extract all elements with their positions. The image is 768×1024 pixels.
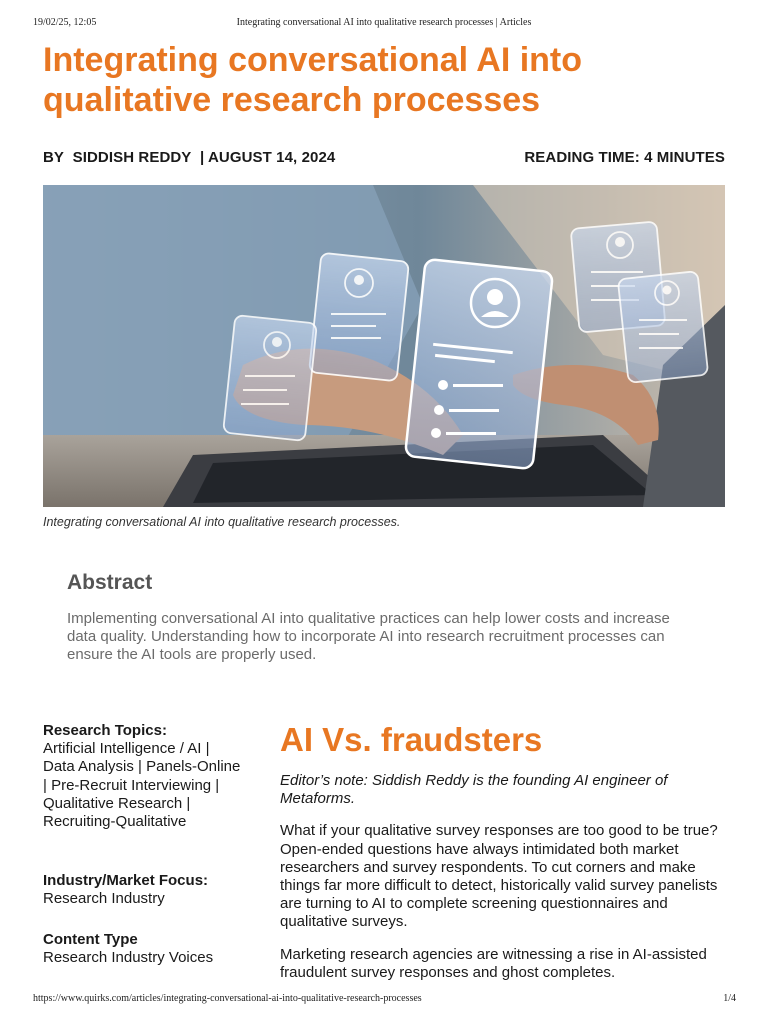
print-footer	[0, 993, 768, 1007]
topic-link[interactable]: Pre-Recruit Interviewing	[51, 776, 212, 794]
industry-focus	[43, 872, 243, 908]
topic-link[interactable]: Qualitative Research	[43, 794, 183, 812]
profile-card-right-bottom	[618, 271, 708, 383]
publish-date: | AUGUST 14, 2024	[199, 149, 336, 166]
image-caption: Integrating conversational AI into qualitative research processes.	[43, 515, 401, 529]
body-paragraph: Marketing research agencies are witnessing a rise in AI-assisted fraudulent survey responses and ghost completes.	[280, 945, 707, 981]
profile-card-left-bottom	[223, 315, 317, 441]
topic-link[interactable]: Panels-Online	[146, 758, 241, 776]
page-number: 1/4	[723, 993, 736, 1004]
hero-illustration	[43, 185, 725, 507]
print-document-title: Integrating conversational AI into qualitative research processes | Articles	[236, 17, 532, 28]
print-header	[0, 17, 768, 31]
profile-card-left-top	[309, 253, 409, 382]
byline-prefix: BY	[43, 149, 65, 166]
section-heading: AI Vs. fraudsters	[280, 721, 543, 758]
abstract-body: Implementing conversational AI into qualitative practices can help lower costs and increase data quality. Understanding how to incorporate AI into research recruitment processes can ensure the AI tools are properly used.	[67, 610, 670, 664]
reading-time: READING TIME: 4 MINUTES	[524, 149, 725, 166]
research-topics-label: Research Topics:	[43, 722, 167, 739]
print-url: https://www.quirks.com/articles/integrating-conversational-ai-into-qualitative-research-processes	[33, 993, 422, 1004]
author-date	[43, 149, 335, 166]
topic-link[interactable]: Recruiting-Qualitative	[43, 813, 187, 831]
print-datetime: 19/02/25, 12:05	[33, 17, 97, 28]
industry-focus-link[interactable]: Research Industry	[43, 890, 165, 908]
topic-link[interactable]: Data Analysis	[43, 758, 134, 776]
abstract-heading: Abstract	[67, 571, 153, 594]
topic-link[interactable]: Artificial Intelligence / AI	[43, 740, 202, 758]
hero-image	[43, 185, 725, 507]
content-type-label: Content Type	[43, 931, 138, 948]
article-body	[280, 720, 730, 982]
article-title: Integrating conversational AI into qualitative research processes	[43, 41, 583, 119]
research-topics	[43, 722, 243, 831]
body-paragraph: What if your qualitative survey responses are too good to be true? Open-ended questions have always intimidated both market researchers and survey respondents. To cut corners and make things far more difficult to detect, historically valid survey panelists are turning to AI to complete screening questionnaires and qualitative surveys.	[280, 822, 718, 931]
byline	[43, 149, 725, 169]
research-topics-list: Artificial Intelligence / AI | Data Analysis | Panels-Online | Pre-Recruit Interviewing | Qualitative Research | Recruiting-Qualitative	[43, 740, 241, 831]
profile-card-large	[405, 259, 553, 469]
editor-note: Editor’s note: Siddish Reddy is the founding AI engineer of Metaforms.	[280, 772, 668, 808]
industry-focus-label: Industry/Market Focus:	[43, 872, 209, 889]
author-link[interactable]: SIDDISH REDDY	[72, 149, 192, 166]
content-type	[43, 931, 243, 967]
content-type-link[interactable]: Research Industry Voices	[43, 949, 214, 967]
